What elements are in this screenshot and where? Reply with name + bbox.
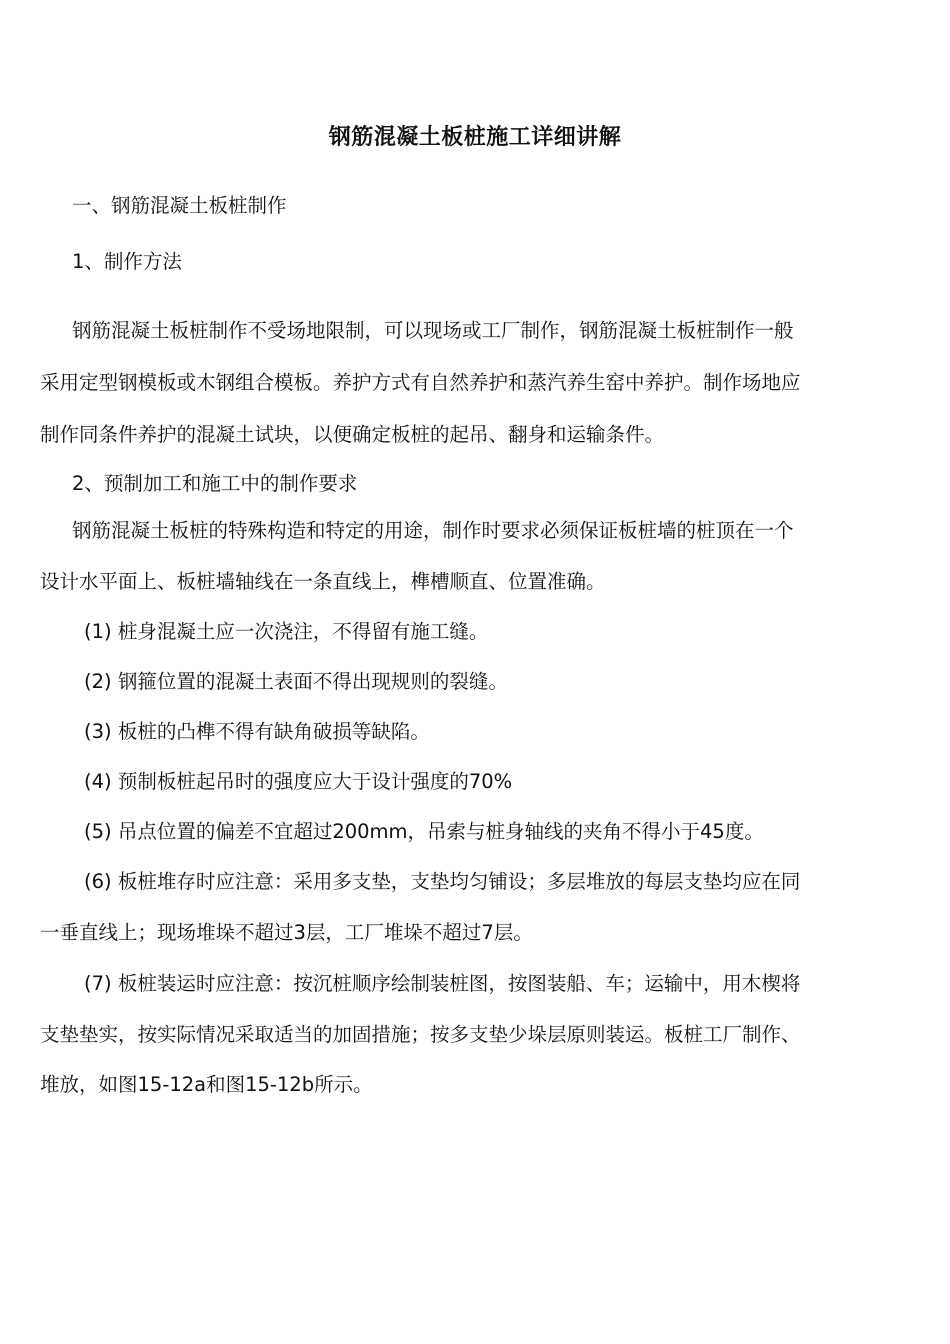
list-item-continuation: 一垂直线上；现场堆垛不超过3层，工厂堆垛不超过7层。 bbox=[40, 921, 533, 944]
subsection-heading-2: 2、预制加工和施工中的制作要求 bbox=[72, 472, 358, 495]
paragraph-line: 设计水平面上、板桩墙轴线在一条直线上，榫槽顺直、位置准确。 bbox=[40, 570, 606, 593]
list-item: (4) 预制板桩起吊时的强度应大于设计强度的70% bbox=[84, 770, 513, 793]
list-item: (7) 板桩装运时应注意：按沉桩顺序绘制装桩图，按图装船、车；运输中，用木楔将 bbox=[84, 972, 801, 995]
list-item-continuation: 支垫垫实，按实际情况采取适当的加固措施；按多支垫少垛层原则装运。板桩工厂制作、 bbox=[40, 1023, 801, 1046]
section-heading: 一、钢筋混凝土板桩制作 bbox=[72, 194, 287, 217]
subsection-heading-1: 1、制作方法 bbox=[72, 250, 182, 273]
list-item: (5) 吊点位置的偏差不宜超过200mm，吊索与桩身轴线的夹角不得小于45度。 bbox=[84, 820, 764, 843]
document-title: 钢筋混凝土板桩施工详细讲解 bbox=[328, 125, 622, 150]
list-item: (6) 板桩堆存时应注意：采用多支垫，支垫均匀铺设；多层堆放的每层支垫均应在同 bbox=[84, 870, 801, 893]
paragraph-line: 钢筋混凝土板桩的特殊构造和特定的用途，制作时要求必须保证板桩墙的桩顶在一个 bbox=[72, 519, 794, 542]
list-item: (2) 钢箍位置的混凝土表面不得出现规则的裂缝。 bbox=[84, 670, 508, 693]
list-item: (3) 板桩的凸榫不得有缺角破损等缺陷。 bbox=[84, 720, 430, 743]
list-item: (1) 桩身混凝土应一次浇注，不得留有施工缝。 bbox=[84, 620, 489, 643]
list-item-continuation: 堆放，如图15-12a和图15-12b所示。 bbox=[40, 1073, 373, 1096]
paragraph-line: 采用定型钢模板或木钢组合模板。养护方式有自然养护和蒸汽养生窑中养护。制作场地应 bbox=[40, 371, 801, 394]
paragraph-line: 制作同条件养护的混凝土试块，以便确定板桩的起吊、翻身和运输条件。 bbox=[40, 423, 665, 446]
paragraph-line: 钢筋混凝土板桩制作不受场地限制，可以现场或工厂制作，钢筋混凝土板桩制作一般 bbox=[72, 319, 794, 342]
